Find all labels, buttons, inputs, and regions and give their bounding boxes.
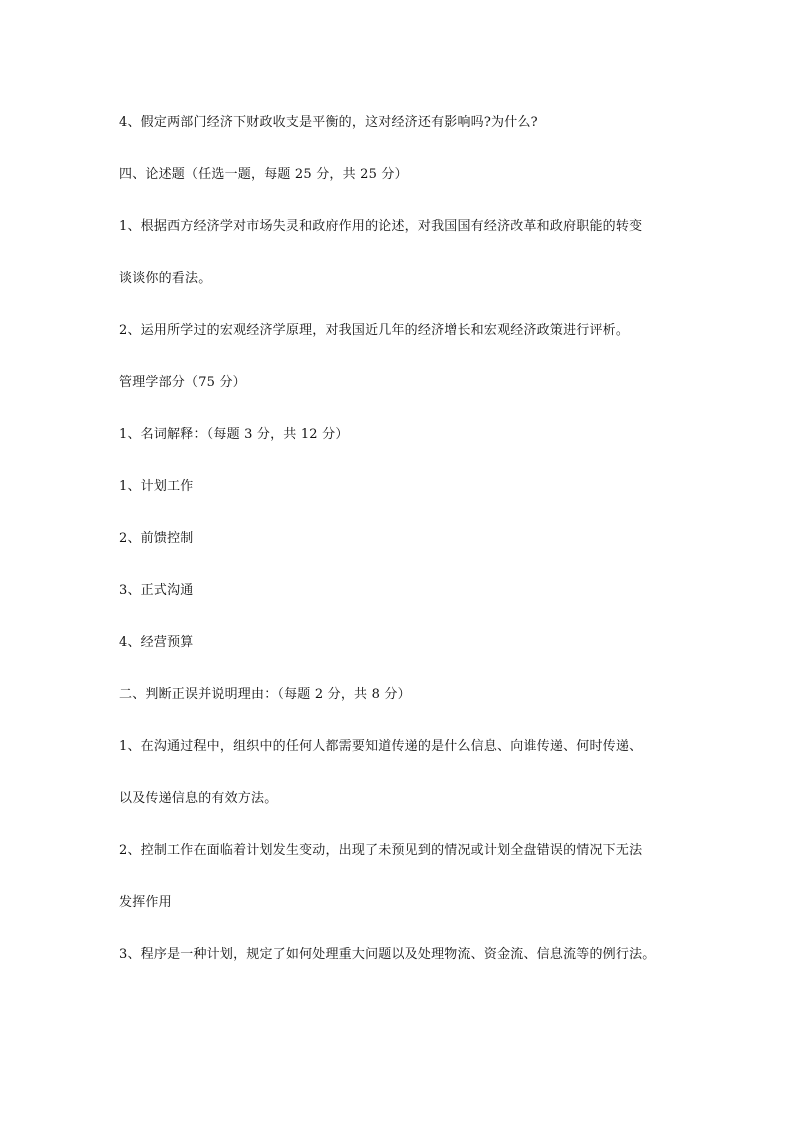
text-line: 以及传递信息的有效方法。 bbox=[119, 791, 278, 806]
text-line: 发挥作用 bbox=[119, 895, 172, 910]
section-heading: 1、名词解释：（每题 3 分，共 12 分） bbox=[119, 427, 349, 442]
text-line: 2、控制工作在面临着计划发生变动，出现了未预见到的情况或计划全盘错误的情况下无法 bbox=[119, 843, 643, 858]
section-heading: 管理学部分（75 分） bbox=[119, 375, 246, 390]
list-item: 2、前馈控制 bbox=[119, 531, 194, 546]
list-item: 4、经营预算 bbox=[119, 635, 194, 650]
list-item: 1、计划工作 bbox=[119, 479, 194, 494]
list-item: 3、正式沟通 bbox=[119, 583, 194, 598]
text-line: 谈谈你的看法。 bbox=[119, 271, 212, 286]
section-heading: 四、论述题（任选一题，每题 25 分，共 25 分） bbox=[119, 167, 408, 182]
text-line: 2、运用所学过的宏观经济学原理，对我国近几年的经济增长和宏观经济政策进行评析。 bbox=[119, 323, 630, 338]
text-line: 1、在沟通过程中，组织中的任何人都需要知道传递的是什么信息、向谁传递、何时传递、 bbox=[119, 739, 643, 754]
text-line: 3、程序是一种计划，规定了如何处理重大问题以及处理物流、资金流、信息流等的例行法。 bbox=[119, 947, 656, 962]
section-heading: 二、判断正误并说明理由：（每题 2 分，共 8 分） bbox=[119, 687, 411, 702]
text-line: 1、根据西方经济学对市场失灵和政府作用的论述，对我国国有经济改革和政府职能的转变 bbox=[119, 219, 643, 234]
text-line: 4、假定两部门经济下财政收支是平衡的，这对经济还有影响吗?为什么? bbox=[119, 115, 538, 130]
